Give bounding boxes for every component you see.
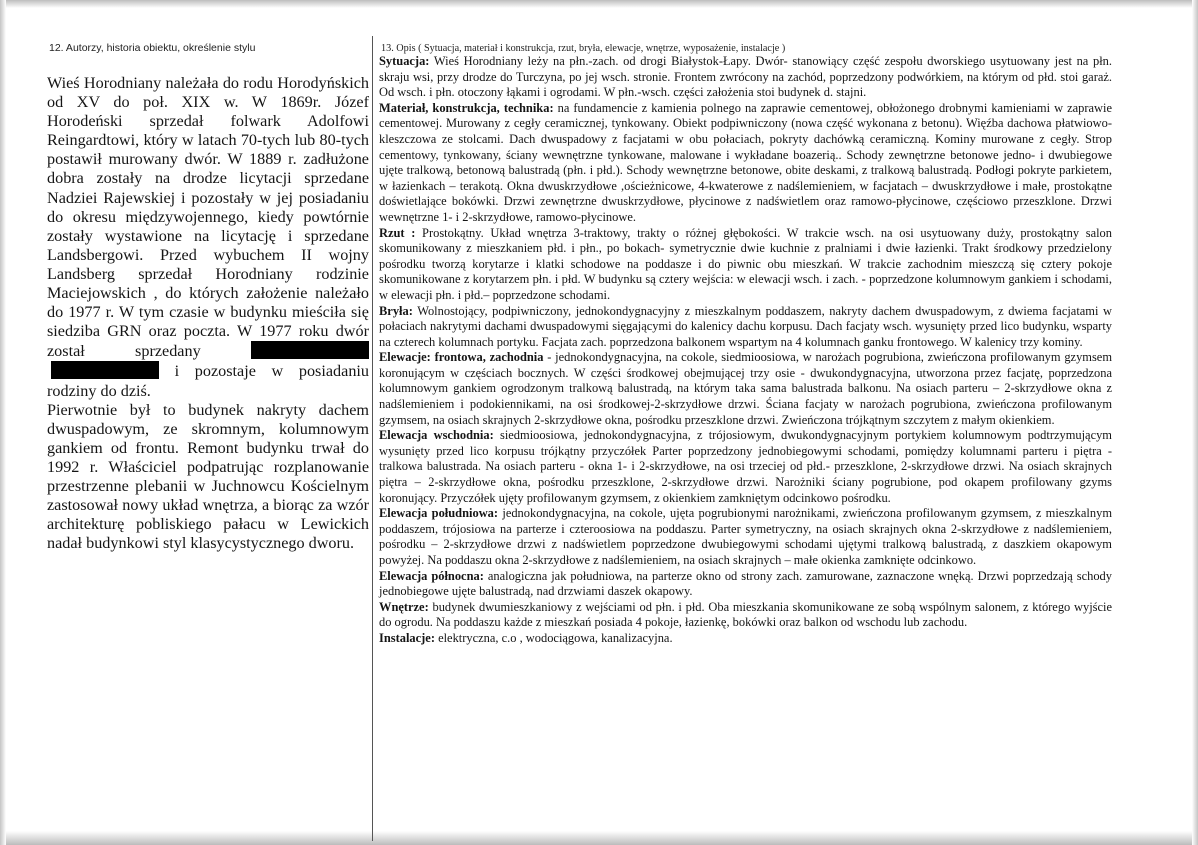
scan-edge-top	[0, 0, 1198, 8]
entry-interior: Wnętrze: budynek dwumieszkaniowy z wejściami od płn. i płd. Oba mieszkania skomunikowane ze sobą wspólnym salonem, z którego wyjście do ogrodu. Na poddaszu każde z mieszkań posiada 4 pokoje, łazienkę, bokówki oraz balkon od wschodu lub zachodu.	[379, 599, 1112, 630]
entry-installations: Instalacje: elektryczna, c.o , wodociągowa, kanalizacyjna.	[379, 630, 673, 645]
scan-edge-left	[0, 0, 6, 845]
entry-south-elevation: Elewacja południowa: jednokondygnacyjna, na cokole, ujęta pogrubionymi narożnikami, zwieńczona profilowanym gzymsem, z mieszkalnym poddaszem, trójosiowa na parterze i czteroosiowa na poddaszu. Parter symetryczny, na osiach skrajnych okna 2-skrzydłowe z nadślemieniem, pośrodku – 2-skrzydłowe drzwi z nadświetlem poprzedzone dwubiegowymi schodami ujętymi tralkową balustradą, z daszkiem okapowym powyżej. Na poddaszu okna 2-skrzydłowe z nadślemieniem, na osiach skrajnych – małe okienka zamknięte odcinkowo.	[379, 506, 1112, 567]
section-13-heading: 13. Opis ( Sytuacja, materiał i konstrukcja, rzut, bryła, elewacje, wnętrze, wyposażenie, instalacje )	[381, 43, 786, 54]
history-paragraph	[47, 74, 369, 401]
entry-front-elevation: Elewacje: frontowa, zachodnia - jednokondygnacyjna, na cokole, siedmioosiowa, w narożach pogrubiona, zwieńczona profilowanym gzymsem koronującym w częściach bocznych. W części środkowej obejmującej trzy osie - dwukondygnacyjna, utworzona przez facjatę, poprzedzona kolumnowym gankiem ogrodzonym tralkową balustradą, na którym taka sama balustrada balkonu. Na osiach parteru – 2-skrzydłowe okna z nadślemieniem i podokiennikami, na osi środkowej-2-skrzydłowe drzwi. Ściana facjaty w narożach pogrubiona, zwieńczona profilowanym gzymsem, na osiach skrajnych 2-skrzydłowe okna, pośrodku przeszklone drzwi. Zwieńczona trójkątnym szczytem z małym okienkiem.	[379, 350, 1112, 427]
section-13-body	[379, 54, 1112, 647]
style-paragraph: Pierwotnie był to budynek nakryty dachem dwuspadowym, ze skromnym, kolumnowym gankiem od frontu. Remont budynku trwał do 1992 r. Właściciel podpatrując rozplanowanie przestrzenne plebanii w Juchnowcu Kościelnym zastosował nowy układ wnętrza, a biorąc za wzór architekturę pobliskiego pałacu w Lewickich nadał budynkowi styl klasycystycznego dworu.	[47, 400, 369, 553]
history-text-b: i pozostaje w posiadaniu rodziny do dziś.	[47, 362, 370, 400]
column-divider	[372, 36, 373, 841]
scan-edge-bottom	[0, 831, 1198, 845]
entry-plan: Rzut : Prostokątny. Układ wnętrza 3-traktowy, trakty o różnej głębokości. W trakcie wsch. na osi usytuowany duży, prostokątny salon skomunikowany z mieszkaniem płd. i płn., po bokach- symetrycznie dwie kuchnie z pralniami i dwie łazienki. Trakt środkowy przedzielony pośrodku tworzą korytarze i klatki schodowe na poddasze i do piwnic obu mieszkań. W trakcie zachodnim mieszczą się cztery pokoje skomunikowane z korytarzem płn. i płd. W budynku są cztery wejścia: w elewacji wsch. i zach. - poprzedzone kolumnowym gankiem i schodami, w elewacji płn. i płd.– poprzedzone schodami.	[379, 225, 1112, 302]
entry-situation: Sytuacja: Wieś Horodniany leży na płn.-zach. od drogi Białystok-Łapy. Dwór- stanowiący część zespołu dworskiego usytuowany jest na płn. skraju wsi, przy drodze do Turczyna, po jej wsch. stronie. Frontem zwrócony na zachód, poprzedzony podwórkiem, na którym od płd. stoi garaż. Od wsch. i płn. otoczony łąkami i ogrodami. W płn.-wsch. części założenia stoi budynek d. stajni.	[379, 54, 1112, 100]
redaction-bar	[251, 341, 369, 359]
entry-east-elevation: Elewacja wschodnia: siedmioosiowa, jednokondygnacyjna, z trójosiowym, dwukondygnacyjnym portykiem kolumnowym podtrzymującym wysunięty przed lico korpusu trójkątny przyczółek Parter poprzedzony jednobiegowymi schodami, pomiędzy kolumnami parteru i piętra - tralkowa balustrada. Na osiach parteru - okna 1- i 2-skrzydłowe, na osi trzeciej od płd.- przeszklone, 2-skrzydłowe drzwi. Na osiach skrajnych piętra – 2-skrzydłowe okna, pośrodku przeszklone, 2-skrzydłowe drzwi. Narożniki ściany pogrubione, pod okapem profilowany gzyms koronujący. Przyczółek ujęty profilowanym gzymsem, z okienkiem zamkniętym odcinkowo pośrodku.	[379, 428, 1112, 505]
entry-material: Materiał, konstrukcja, technika: na fundamencie z kamienia polnego na zaprawie cementowej, obłożonego drobnymi kamieniami w zaprawie cementowej. Murowany z cegły ceramicznej, tynkowany. Obiekt podpiwniczony (nowa część wykonana z betonu). Więźba dachowa płatwiowo-kleszczowa ze stolcami. Dach dwuspadowy z facjatami w obu połaciach, pokryty dachówką ceramiczną. Kominy murowane z cegły. Strop cementowy, tynkowany, ściany wewnętrzne tynkowane, malowane i wykładane boazerią.. Schody zewnętrzne betonowe jedno- i dwubiegowe ujęte tralkową, betonową balustradą (płn. i płd.). Schody wewnętrzne betonowe, obite deskami, z tralkową balustradą. Podłogi pokryte parkietem, w łazienkach – terakotą. Okna dwuskrzydłowe ,ościeżnicowe, 4-kwaterowe z nadślemieniem, w facjatach – dwuskrzydłowe i małe, prostokątne doświetlające bokówki. Drzwi zewnętrzne dwuskrzydłowe, płycinowe z nadświetlem oraz ramowo-płycinowe, częściowo przeszklone. Drzwi wewnętrzne 1- i 2-skrzydłowe, ramowo-płycinowe.	[379, 100, 1112, 224]
section-12-heading: 12. Autorzy, historia obiektu, określenie stylu	[49, 42, 256, 54]
entry-north-elevation: Elewacja północna: analogiczna jak południowa, na parterze okno od strony zach. zamurowane, zaznaczone wnęką. Drzwi poprzedzają schody jednobiegowe ujęte balustradą, nad drzwiami daszek okapowy.	[379, 568, 1112, 599]
entry-massing: Bryła: Wolnostojący, podpiwniczony, jednokondygnacyjny z mieszkalnym poddaszem, nakryty dachem dwuspadowym, z dwiema facjatami w połaciach nakrytymi dachami dwuspadowymi sięgającymi do kalenicy dachu korpusu. Dach facjaty wsch. wysunięty przed lico budynku, wsparty na czterech kolumnach portyku. Facjata zach. poprzedzona balkonem wspartym na 4 kolumnach ganku frontowego. W kalenicy trzy kominy.	[379, 303, 1112, 349]
redaction-bar	[51, 361, 159, 379]
scan-edge-right	[1192, 0, 1198, 845]
section-12-body	[47, 74, 369, 553]
history-text-a: Wieś Horodniany należała do rodu Horodyńskich od XV do poł. XIX w. W 1869r. Józef Horodeński sprzedał folwark Adolfowi Reingardtowi, który w latach 70-tych lub 80-tych postawił murowany dwór. W 1889 r. zadłużone dobra zostały na drodze licytacji sprzedane Nadziei Rajewskiej i pozostały w jej posiadaniu do okresu międzywojennego, kiedy powtórnie zostały wystawione na licytację i sprzedane Landsbergowi. Przed wybuchem II wojny Landsberg sprzedał Horodniany rodzinie Maciejowskich , do których założenie należało do 1977 r. W tym czasie w budynku mieściła się siedziba GRN oraz poczta. W 1977 roku dwór został sprzedany	[47, 74, 369, 361]
